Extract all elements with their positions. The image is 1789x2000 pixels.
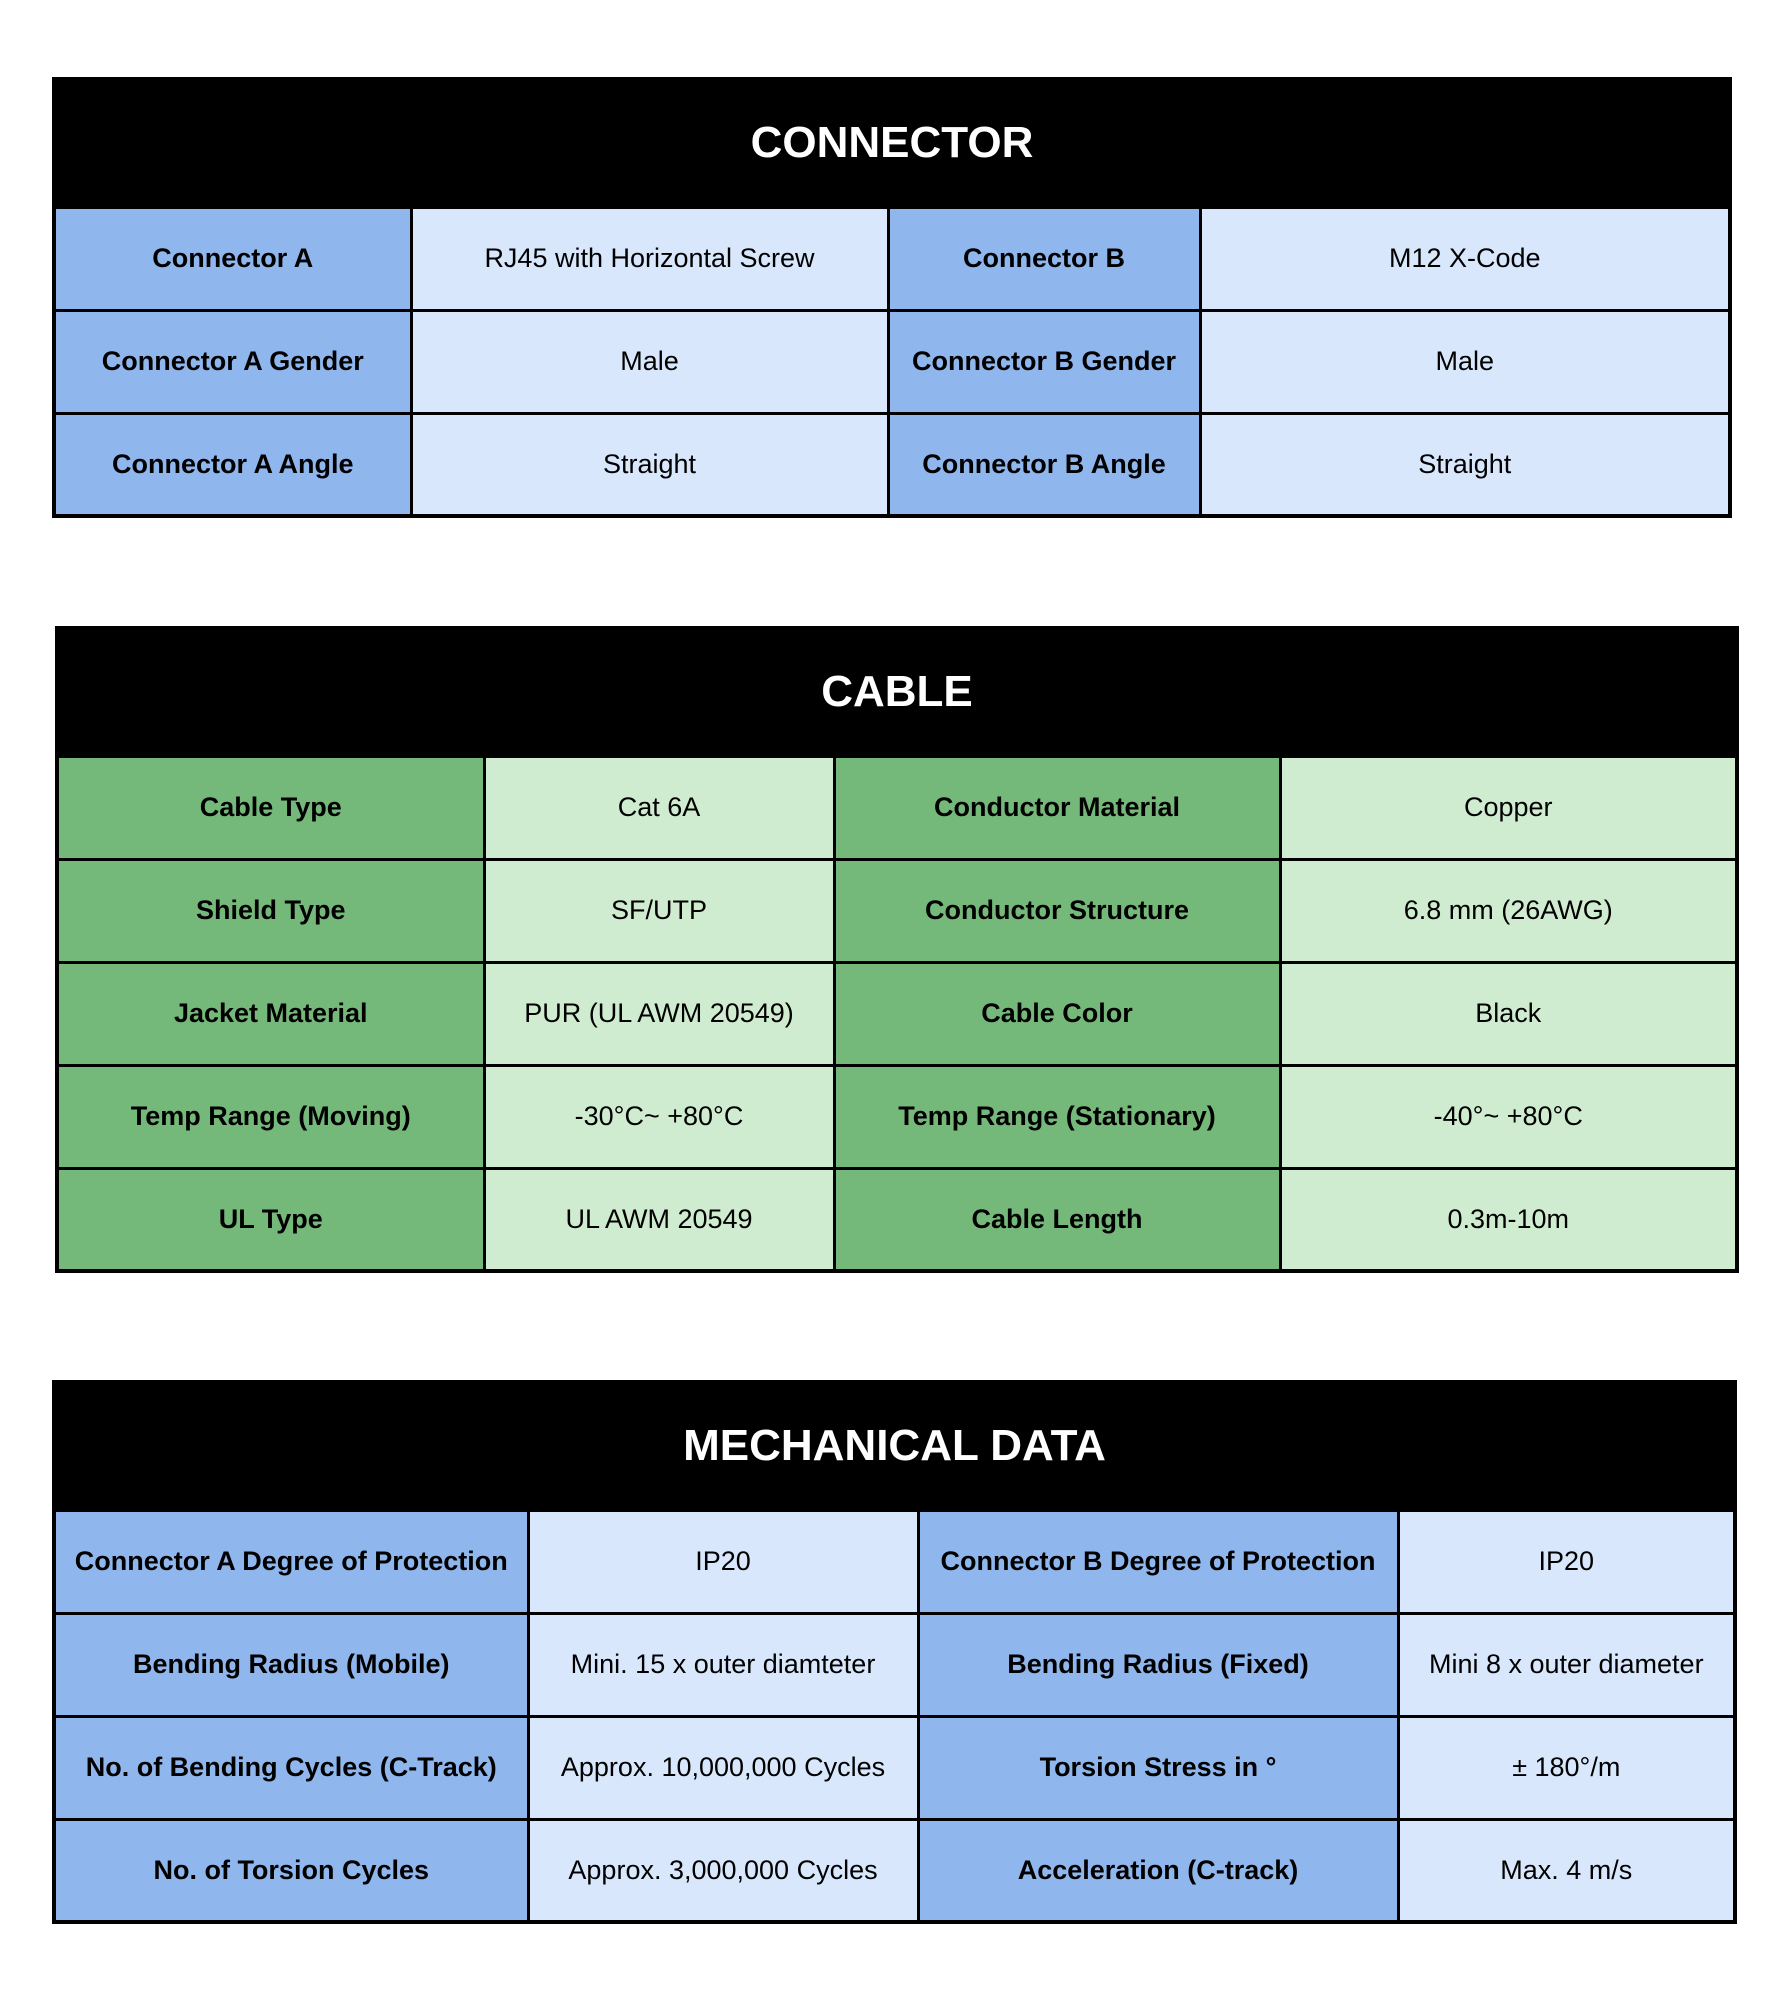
spec-value: UL AWM 20549 [484, 1168, 834, 1271]
spec-label: Connector A [54, 207, 411, 310]
table-row [57, 859, 1737, 962]
spec-value: SF/UTP [484, 859, 834, 962]
spec-label: Shield Type [57, 859, 484, 962]
table-row [54, 1819, 1735, 1922]
spec-value: RJ45 with Horizontal Screw [411, 207, 888, 310]
spec-label: Temp Range (Moving) [57, 1065, 484, 1168]
table-row [57, 962, 1737, 1065]
spec-label: Cable Type [57, 756, 484, 859]
table-row [54, 207, 1730, 310]
cable-title: CABLE [57, 628, 1737, 756]
table-row [54, 1613, 1735, 1716]
spec-value: Copper [1280, 756, 1737, 859]
table-row [54, 1510, 1735, 1613]
connector-title: CONNECTOR [54, 79, 1730, 207]
spec-value: Male [411, 310, 888, 413]
spec-label: Connector A Degree of Protection [54, 1510, 528, 1613]
spec-value: IP20 [528, 1510, 918, 1613]
spec-label: No. of Bending Cycles (C-Track) [54, 1716, 528, 1819]
spec-value: Cat 6A [484, 756, 834, 859]
table-row [54, 310, 1730, 413]
spec-value: 6.8 mm (26AWG) [1280, 859, 1737, 962]
spec-value: Approx. 10,000,000 Cycles [528, 1716, 918, 1819]
spec-value: Max. 4 m/s [1398, 1819, 1735, 1922]
table-row [57, 1168, 1737, 1271]
connector-table [52, 77, 1732, 518]
spec-value: M12 X-Code [1200, 207, 1730, 310]
spec-label: Connector B Degree of Protection [918, 1510, 1398, 1613]
table-row [57, 1065, 1737, 1168]
table-row [54, 1716, 1735, 1819]
spec-label: Connector B Gender [888, 310, 1200, 413]
spec-value: Mini 8 x outer diameter [1398, 1613, 1735, 1716]
spec-label: Bending Radius (Mobile) [54, 1613, 528, 1716]
spec-label: Connector B [888, 207, 1200, 310]
spec-label: Cable Color [834, 962, 1280, 1065]
spec-label: UL Type [57, 1168, 484, 1271]
spec-value: ± 180°/m [1398, 1716, 1735, 1819]
spec-value: Black [1280, 962, 1737, 1065]
spec-value: Male [1200, 310, 1730, 413]
spec-label: Acceleration (C-track) [918, 1819, 1398, 1922]
spec-label: Jacket Material [57, 962, 484, 1065]
table-row [54, 413, 1730, 516]
cable-table [55, 626, 1739, 1273]
mechanical-table [52, 1380, 1737, 1924]
spec-value: Straight [411, 413, 888, 516]
spec-label: Cable Length [834, 1168, 1280, 1271]
mechanical-title: MECHANICAL DATA [54, 1382, 1735, 1510]
spec-label: No. of Torsion Cycles [54, 1819, 528, 1922]
spec-value: PUR (UL AWM 20549) [484, 962, 834, 1065]
spec-value: -30°C~ +80°C [484, 1065, 834, 1168]
spec-label: Conductor Material [834, 756, 1280, 859]
spec-value: Approx. 3,000,000 Cycles [528, 1819, 918, 1922]
spec-value: -40°~ +80°C [1280, 1065, 1737, 1168]
spec-label: Conductor Structure [834, 859, 1280, 962]
spec-label: Torsion Stress in ° [918, 1716, 1398, 1819]
spec-value: IP20 [1398, 1510, 1735, 1613]
table-row [57, 756, 1737, 859]
spec-label: Connector A Angle [54, 413, 411, 516]
spec-label: Temp Range (Stationary) [834, 1065, 1280, 1168]
spec-value: Mini. 15 x outer diamteter [528, 1613, 918, 1716]
spec-value: 0.3m-10m [1280, 1168, 1737, 1271]
spec-label: Connector A Gender [54, 310, 411, 413]
spec-label: Bending Radius (Fixed) [918, 1613, 1398, 1716]
spec-label: Connector B Angle [888, 413, 1200, 516]
spec-value: Straight [1200, 413, 1730, 516]
